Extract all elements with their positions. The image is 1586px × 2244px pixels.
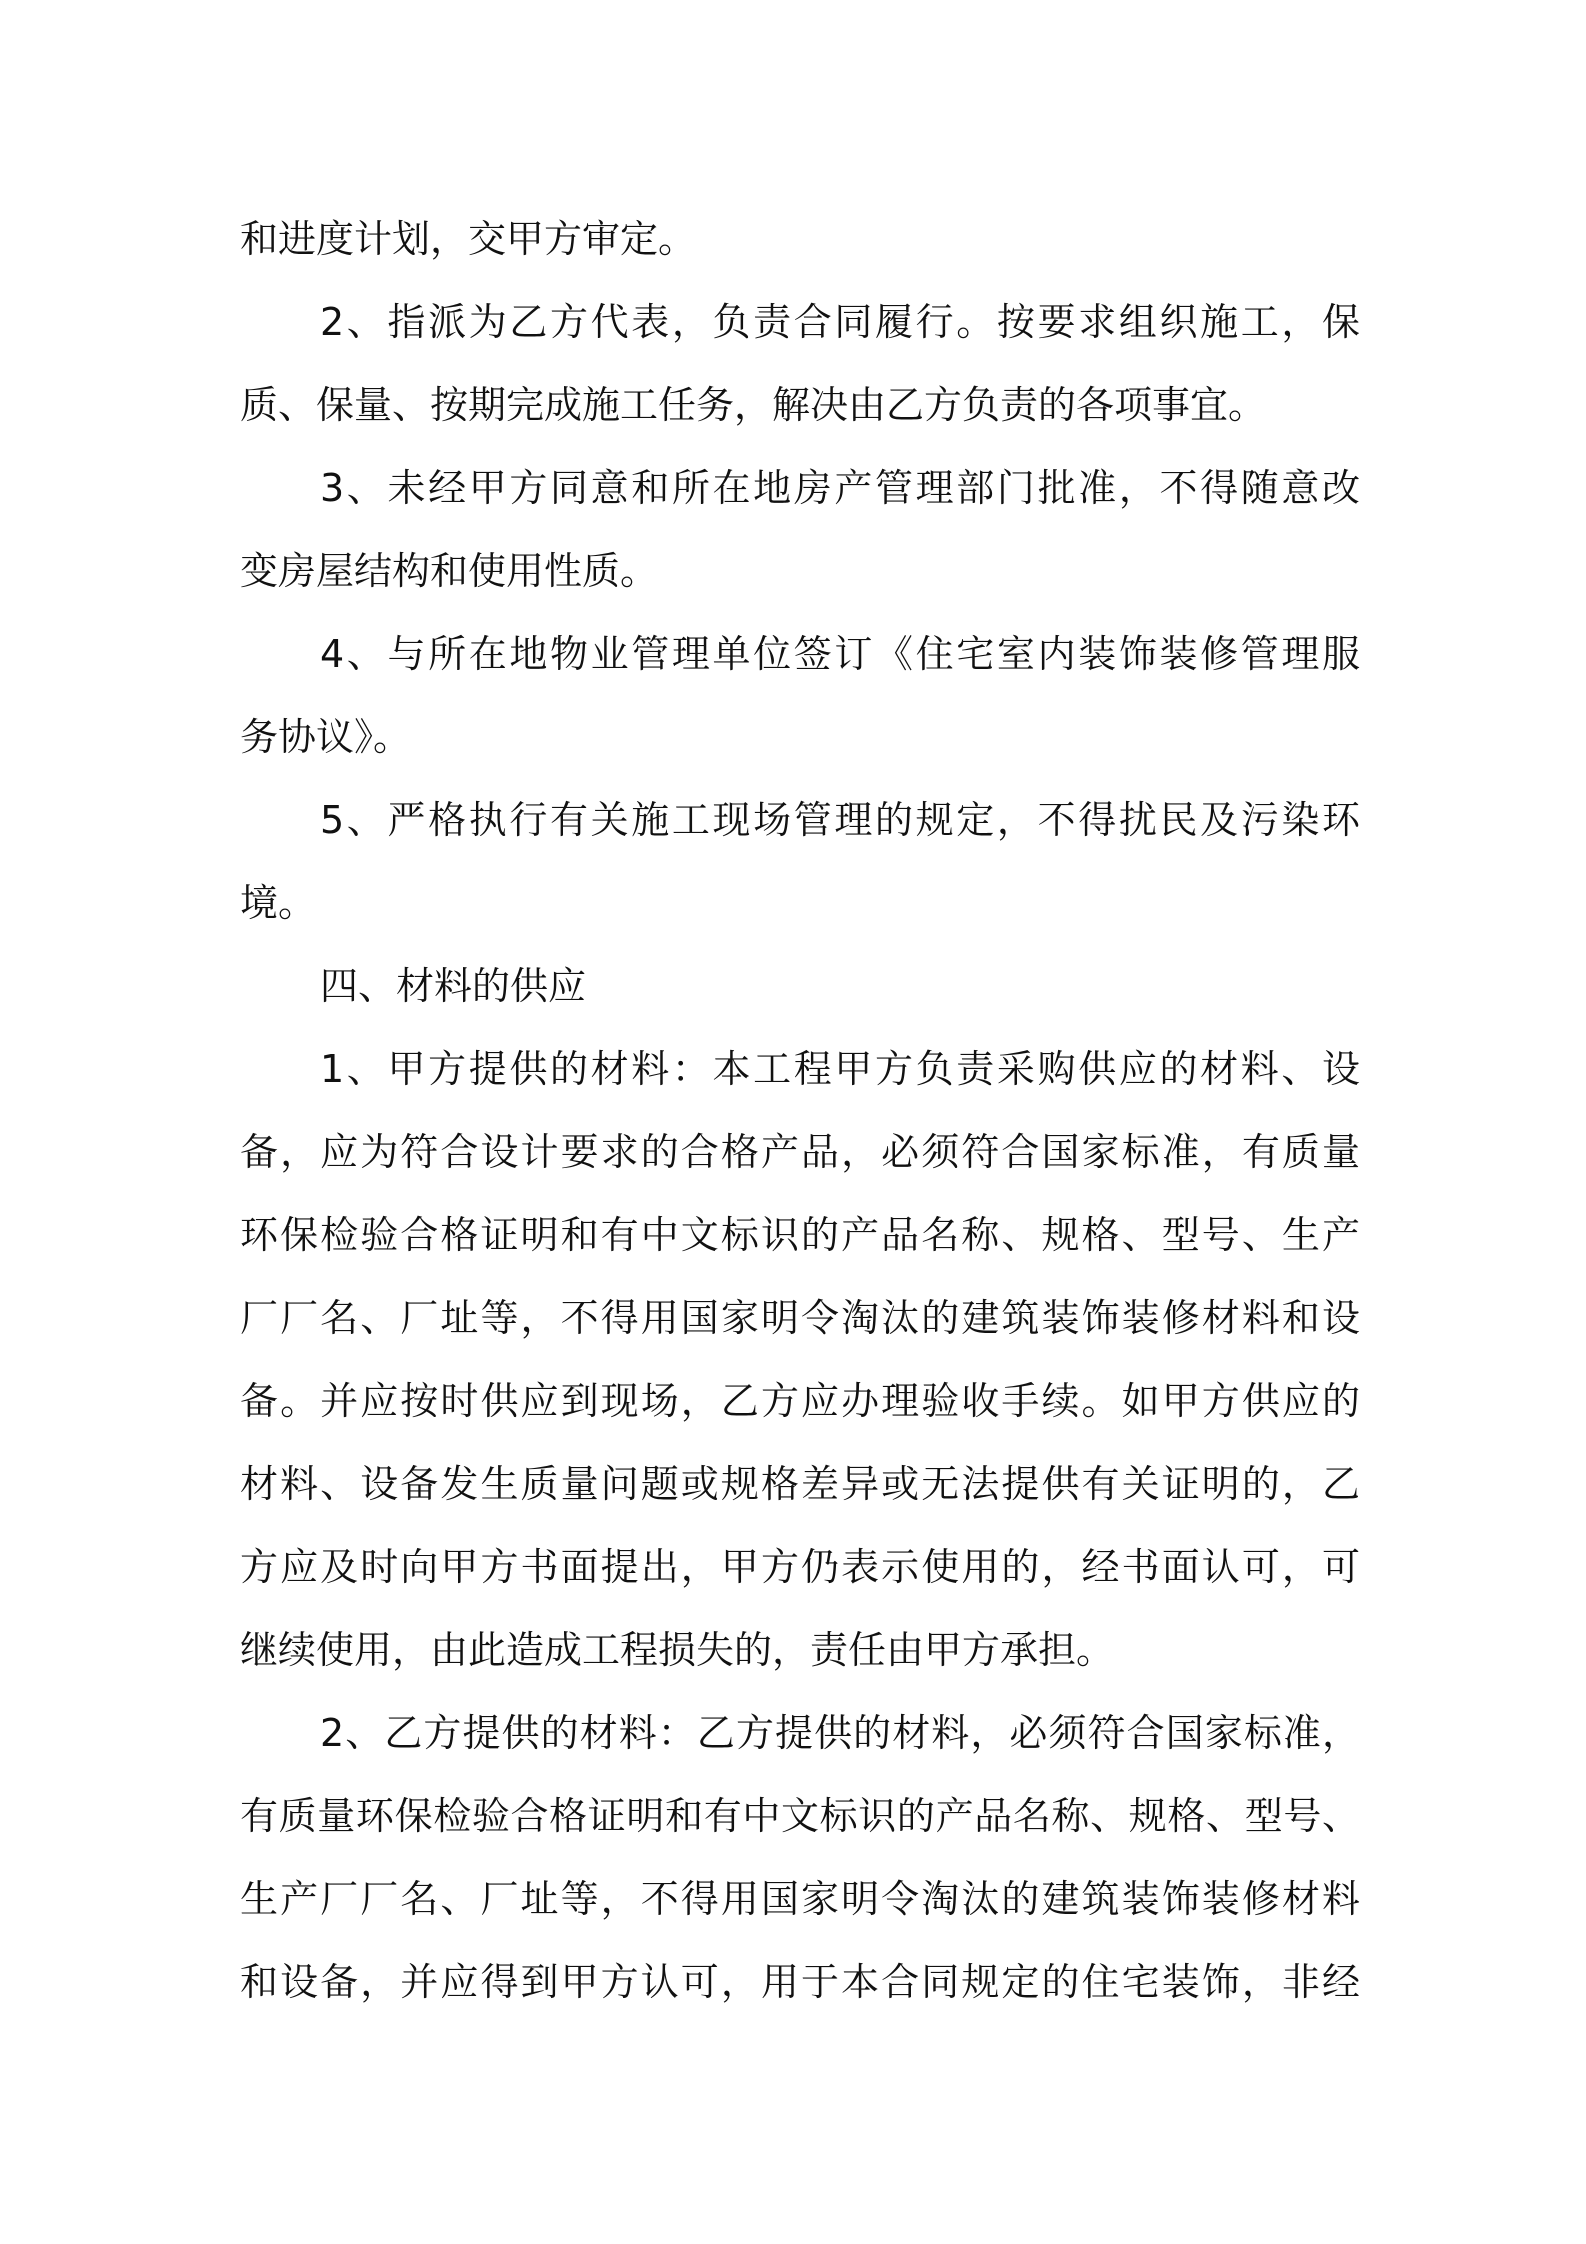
document-line: 环保检验合格证明和有中文标识的产品名称、规格、型号、生产 bbox=[240, 1213, 1360, 1257]
document-line: 厂厂名、厂址等，不得用国家明令淘汰的建筑装饰装修材料和设 bbox=[240, 1296, 1360, 1340]
document-line: 有质量环保检验合格证明和有中文标识的产品名称、规格、型号、 bbox=[240, 1794, 1360, 1838]
document-line: 变房屋结构和使用性质。 bbox=[240, 549, 659, 593]
document-line: 2、指派为乙方代表，负责合同履行。按要求组织施工，保 bbox=[320, 300, 1360, 344]
document-line: 备，应为符合设计要求的合格产品，必须符合国家标准，有质量 bbox=[240, 1130, 1360, 1174]
document-line: 1、甲方提供的材料：本工程甲方负责采购供应的材料、设 bbox=[320, 1047, 1360, 1091]
document-line: 和设备，并应得到甲方认可，用于本合同规定的住宅装饰，非经 bbox=[240, 1960, 1360, 2004]
document-line: 5、严格执行有关施工现场管理的规定，不得扰民及污染环 bbox=[320, 798, 1360, 842]
document-line: 备。并应按时供应到现场，乙方应办理验收手续。如甲方供应的 bbox=[240, 1379, 1360, 1423]
document-line: 继续使用，由此造成工程损失的，责任由甲方承担。 bbox=[240, 1628, 1115, 1672]
document-line: 方应及时向甲方书面提出，甲方仍表示使用的，经书面认可，可 bbox=[240, 1545, 1360, 1589]
document-line: 材料、设备发生质量问题或规格差异或无法提供有关证明的，乙 bbox=[240, 1462, 1360, 1506]
document-line: 和进度计划，交甲方审定。 bbox=[240, 217, 697, 261]
document-line: 四、材料的供应 bbox=[320, 964, 587, 1008]
document-line: 4、与所在地物业管理单位签订《住宅室内装饰装修管理服 bbox=[320, 632, 1360, 676]
document-line: 境。 bbox=[240, 881, 317, 925]
document-line: 质、保量、按期完成施工任务，解决由乙方负责的各项事宜。 bbox=[240, 383, 1267, 427]
document-line: 3、未经甲方同意和所在地房产管理部门批准，不得随意改 bbox=[320, 466, 1360, 510]
document-line: 生产厂厂名、厂址等，不得用国家明令淘汰的建筑装饰装修材料 bbox=[240, 1877, 1360, 1921]
document-line: 务协议》。 bbox=[240, 715, 412, 759]
document-line: 2、乙方提供的材料：乙方提供的材料，必须符合国家标准， bbox=[320, 1711, 1360, 1755]
document-body bbox=[240, 198, 1360, 2024]
